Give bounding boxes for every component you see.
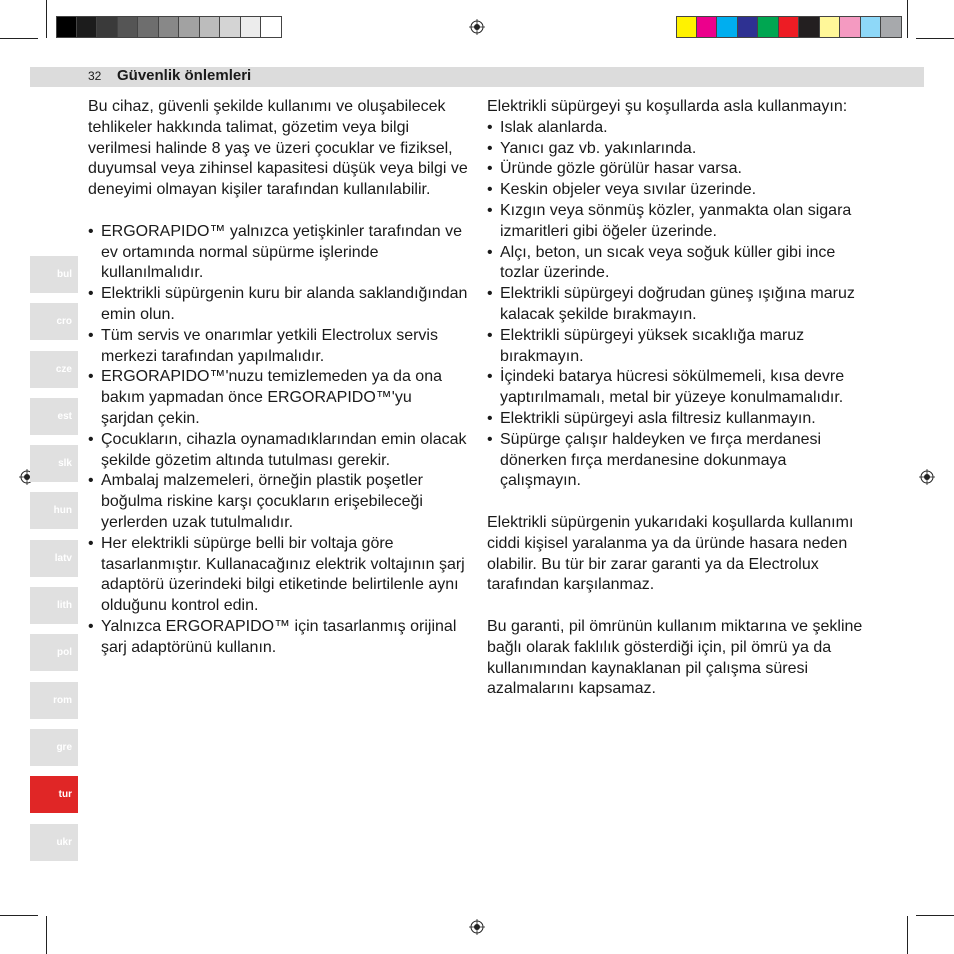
list-item: • Tüm servis ve onarımlar yetkili Electrolux servis merkezi tarafından yapılmalıdır. (88, 326, 468, 368)
crop-mark (907, 916, 908, 954)
gray-swatch (97, 16, 118, 38)
list-item: • Alçı, beton, un sıcak veya soğuk küller gibi ince tozlar üzerinde. (487, 243, 865, 285)
language-tab-hun[interactable]: hun (30, 492, 78, 529)
gray-swatch (56, 16, 77, 38)
language-tab-est[interactable]: est (30, 398, 78, 435)
registration-mark-icon (469, 19, 485, 35)
list-item: • Elektrikli süpürgeyi doğrudan güneş ışığına maruz kalacak şekilde bırakmayın. (487, 284, 865, 326)
list-item: • ERGORAPIDO™ yalnızca yetişkinler tarafından ve ev ortamında normal süpürme işlerinde kullanılmalıdır. (88, 222, 468, 284)
gray-swatch (179, 16, 200, 38)
color-swatch (758, 16, 779, 38)
language-tab-slk[interactable]: slk (30, 445, 78, 482)
gray-swatch (159, 16, 180, 38)
gray-swatch (138, 16, 159, 38)
crop-mark (916, 915, 954, 916)
list-item: • Keskin objeler veya sıvılar üzerinde. (487, 180, 865, 201)
warranty-paragraph: Bu garanti, pil ömrünün kullanım miktarına ve şekline bağlı olarak faklılık gösterdiği için, pil ömrü ya da kullanımından kaynaklanan pil çalışma süresi azalmalarını kapsamaz. (487, 617, 863, 698)
crop-mark (916, 38, 954, 39)
registration-mark-icon (469, 919, 485, 935)
language-tab-ukr[interactable]: ukr (30, 824, 78, 861)
gray-swatch (220, 16, 241, 38)
right-column (487, 97, 865, 721)
language-tab-cro[interactable]: cro (30, 303, 78, 340)
crop-mark (0, 915, 38, 916)
color-swatch (676, 16, 697, 38)
color-swatch (697, 16, 718, 38)
gray-swatch (261, 16, 282, 38)
language-tab-tur[interactable]: tur (30, 776, 78, 813)
gray-swatch (200, 16, 221, 38)
color-swatch (799, 16, 820, 38)
list-item: • Çocukların, cihazla oynamadıklarından emin olacak şekilde gözetim altında tutulması gerekir. (88, 430, 468, 472)
language-tab-cze[interactable]: cze (30, 351, 78, 388)
crop-mark (0, 38, 38, 39)
conditions-intro: Elektrikli süpürgeyi şu koşullarda asla kullanmayın: (487, 98, 848, 115)
list-item: • Yalnızca ERGORAPIDO™ için tasarlanmış orijinal şarj adaptörünü kullanın. (88, 617, 468, 659)
list-item: • Süpürge çalışır haldeyken ve fırça merdanesi dönerken fırça merdanesine dokunmaya çalışmayın. (487, 430, 865, 492)
language-tab-latv[interactable]: latv (30, 540, 78, 577)
list-item: • Elektrikli süpürgeyi asla filtresiz kullanmayın. (487, 409, 865, 430)
crop-mark (907, 0, 908, 38)
crop-mark (46, 0, 47, 38)
language-tab-rom[interactable]: rom (30, 682, 78, 719)
list-item: • Üründe gözle görülür hasar varsa. (487, 159, 865, 180)
left-column (88, 97, 468, 659)
intro-paragraph: Bu cihaz, güvenli şekilde kullanımı ve oluşabilecek tehlikeler hakkında talimat, gözetim veya bilgi verilmesi halinde 8 yaş ve üzeri çocuklar ve fiziksel, duyumsal veya zihinsel kapasitesi düşük veya bilgi ve deneyimi olmayan kişiler tarafından kullanılabilir. (88, 98, 468, 199)
gray-swatch (77, 16, 98, 38)
page-number: 32 (88, 69, 102, 83)
registration-mark-icon (919, 469, 935, 485)
process-color-bar (676, 16, 902, 38)
gray-swatch (241, 16, 262, 38)
color-swatch (779, 16, 800, 38)
color-swatch (738, 16, 759, 38)
gray-swatch (118, 16, 139, 38)
list-item: • Ambalaj malzemeleri, örneğin plastik poşetler boğulma riskine karşı çocukların erişebileceği yerlerden uzak tutulmalıdır. (88, 471, 468, 533)
color-swatch (840, 16, 861, 38)
right-bullet-list (487, 118, 865, 492)
color-swatch (717, 16, 738, 38)
section-title: Güvenlik önlemleri (117, 67, 252, 84)
list-item: • Yanıcı gaz vb. yakınlarında. (487, 139, 865, 160)
list-item: • ERGORAPIDO™'nuzu temizlemeden ya da ona bakım yapmadan önce ERGORAPIDO™'yu şarjdan çekin. (88, 367, 468, 429)
list-item: • Elektrikli süpürgenin kuru bir alanda saklandığından emin olun. (88, 284, 468, 326)
color-swatch (861, 16, 882, 38)
grayscale-color-bar (56, 16, 282, 38)
damage-paragraph: Elektrikli süpürgenin yukarıdaki koşullarda kullanımı ciddi kişisel yaralanma ya da üründe hasara neden olabilir. Bu tür bir zarar garanti ya da Electrolux tarafından karşılanmaz. (487, 513, 854, 594)
color-swatch (881, 16, 902, 38)
left-bullet-list (88, 222, 468, 659)
list-item: • Elektrikli süpürgeyi yüksek sıcaklığa maruz bırakmayın. (487, 326, 865, 368)
crop-mark (46, 916, 47, 954)
language-tab-lith[interactable]: lith (30, 587, 78, 624)
list-item: • Her elektrikli süpürge belli bir voltaja göre tasarlanmıştır. Kullanacağınız elektrik voltajının şarj adaptörü üzerindeki bilgi etiketinde belirtilenle aynı olduğunu kontrol edin. (88, 534, 468, 617)
language-tab-gre[interactable]: gre (30, 729, 78, 766)
language-tab-bul[interactable]: bul (30, 256, 78, 293)
color-swatch (820, 16, 841, 38)
list-item: • İçindeki batarya hücresi sökülmemeli, kısa devre yaptırılmamalı, metal bir yüzeye konulmamalıdır. (487, 367, 865, 409)
language-tab-pol[interactable]: pol (30, 634, 78, 671)
list-item: • Kızgın veya sönmüş közler, yanmakta olan sigara izmaritleri gibi öğeler üzerinde. (487, 201, 865, 243)
list-item: • Islak alanlarda. (487, 118, 865, 139)
language-tabs (30, 256, 78, 871)
